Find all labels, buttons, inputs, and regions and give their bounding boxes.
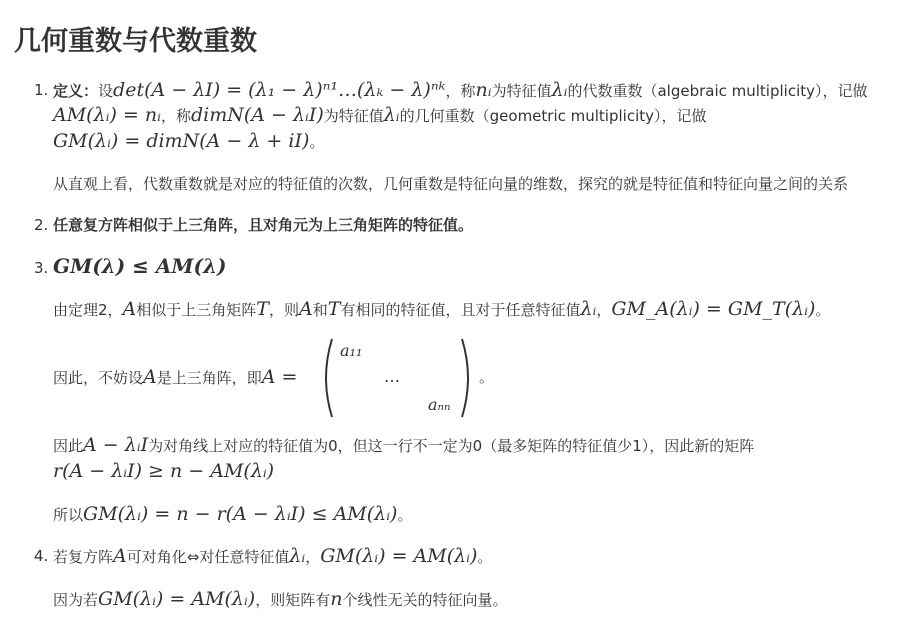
math-conclusion: GM(λᵢ) = n − r(A − λᵢI) ≤ AM(λᵢ) (83, 503, 398, 525)
text: 若复方阵 (53, 548, 114, 566)
math-a: A (143, 366, 157, 388)
item-1-line-3 (53, 130, 324, 153)
text: 个线性无关的特征向量。 (342, 591, 508, 609)
math-a: A (299, 298, 313, 320)
item-4-text (53, 545, 492, 568)
math-am-formula: AM(λᵢ) = nᵢ (53, 104, 161, 126)
math-a-minus-lambda-i: A − λᵢI (83, 434, 149, 456)
math-a-equals: A = (261, 366, 298, 388)
section-title: 几何重数与代数重数 (14, 26, 257, 57)
definition-label: 定义： (53, 82, 99, 100)
text: ， (596, 301, 612, 319)
item-1-number: 1. (34, 81, 49, 99)
text: 因为若 (53, 591, 99, 609)
math-lambda-i: λᵢ (383, 104, 400, 126)
text: 。 (397, 506, 413, 524)
matrix-right-paren (462, 339, 468, 417)
matrix-entry-ellipsis: … (384, 367, 400, 386)
math-gm-equality: GM_A(λᵢ) = GM_T(λᵢ) (611, 298, 816, 320)
math-dimn: dimN(A − λᵢI) (190, 104, 324, 126)
item-3-paragraph-3-line-1 (53, 434, 754, 457)
text: 和 (312, 301, 328, 319)
item-1-line-1 (53, 79, 868, 102)
math-ni: nᵢ (475, 79, 492, 101)
math-lambda-i: λᵢ (551, 79, 568, 101)
text: 因此，不妨设 (53, 369, 144, 387)
item-3-paragraph-1 (53, 298, 830, 321)
math-t: T (327, 298, 341, 320)
item-1-note: 从直观上看，代数重数就是对应的特征值的次数，几何重数是特征向量的维数，探究的就是特征值和特征向量之间的关系 (53, 175, 849, 193)
item-3-paragraph-4 (53, 503, 412, 526)
text: ，称 (160, 107, 191, 125)
math-a: A (122, 298, 137, 320)
math-a: A (113, 545, 127, 567)
math-n: n (330, 588, 343, 610)
item-2-text: 任意复方阵相似于上三角阵，且对角元为上三角矩阵的特征值。 (53, 216, 474, 234)
math-rank-inequality: r(A − λᵢI) ≥ n − AM(λᵢ) (53, 460, 275, 482)
text: 为对角线上对应的特征值为0，但这一行不一定为0（最多矩阵的特征值少1），因此新的矩阵 (148, 437, 755, 455)
text: ， (305, 548, 321, 566)
text: 有相同的特征值，且对于任意特征值 (340, 301, 581, 319)
item-2-number: 2. (34, 216, 49, 234)
text: 为特征值 (323, 107, 384, 125)
text: 所以 (53, 506, 84, 524)
item-3-paragraph-3-line-2 (53, 460, 274, 483)
text: ，则 (268, 301, 299, 319)
text: 的代数重数（algebraic multiplicity），记做 (567, 82, 868, 100)
matrix-period: 。 (479, 368, 495, 386)
math-det-formula: det(A − λI) = (λ₁ − λ)ⁿ¹…(λₖ − λ)ⁿᵏ (113, 79, 446, 101)
text: 的几何重数（geometric multiplicity），记做 (399, 107, 707, 125)
matrix-entry-ann: aₙₙ (428, 395, 451, 414)
item-3-paragraph-2 (53, 366, 297, 389)
text: 可对角化⇔对任意特征值 (126, 548, 290, 566)
math-lambda-i: λᵢ (289, 545, 306, 567)
math-t: T (256, 298, 269, 320)
item-1-line-2 (53, 104, 707, 127)
text: 。 (477, 548, 493, 566)
matrix-left-paren (326, 339, 332, 417)
text: 相似于上三角矩阵 (136, 301, 257, 319)
item-4-paragraph (53, 588, 507, 611)
math-gm-equals-am: GM(λᵢ) = AM(λᵢ) (98, 588, 256, 610)
math-gm-formula: GM(λᵢ) = dimN(A − λ + iI) (53, 130, 310, 152)
item-4-number: 4. (34, 547, 49, 565)
upper-triangular-matrix (318, 337, 478, 419)
text: 是上三角阵，即 (156, 369, 262, 387)
matrix-entry-a11: a₁₁ (340, 341, 363, 360)
text: ，称 (445, 82, 476, 100)
math-lambda-i: λᵢ (580, 298, 597, 320)
math-gm-equals-am: GM(λᵢ) = AM(λᵢ) (320, 545, 478, 567)
text: 因此 (53, 437, 84, 455)
text: 由定理2， (53, 301, 123, 319)
text: 设 (98, 82, 114, 100)
text: ，则矩阵有 (255, 591, 331, 609)
item-3-title (53, 255, 226, 279)
text: 。 (815, 301, 831, 319)
text: 。 (309, 133, 325, 151)
text: 为特征值 (491, 82, 552, 100)
item-3-number: 3. (34, 259, 49, 277)
math-gm-le-am: GM(λ) ≤ AM(λ) (53, 254, 227, 278)
